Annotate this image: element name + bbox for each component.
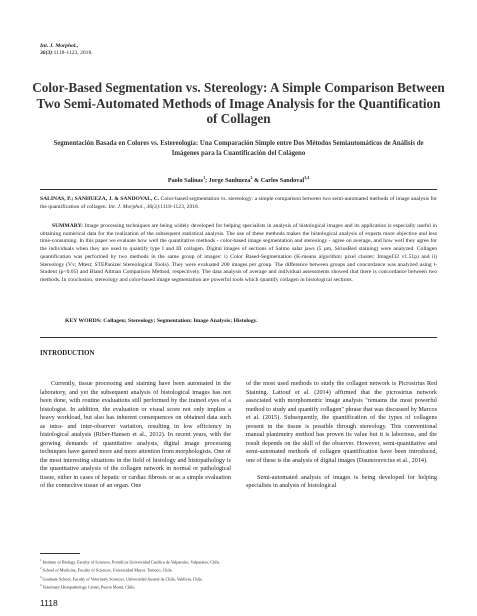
- citation-authors: SALINAS, P.; SANHUEZA, J. & SANDOVAL, C.: [40, 196, 160, 202]
- journal-reference: [40, 43, 93, 57]
- paragraph: Semi-automated analysis of images is being developed for helping specialists in analysis of histological: [246, 473, 437, 489]
- keywords: KEY WORDS: Collagen; Stereology; Segmentation; Image Analysis; Histology.: [65, 318, 258, 324]
- footnote: $^1$ Institute of Biology, Faculty of Sciences, Pontificia Universidad Católica de Valparaíso, Valparaíso, Chile.: [40, 558, 221, 565]
- author-list: [40, 175, 437, 184]
- footnote-divider: [40, 553, 80, 554]
- citation-pages: :1118-1123, 2018.: [158, 203, 200, 210]
- author: Carlos Sandoval$^{3,4}$: [260, 175, 310, 185]
- citation-journal: Int. J. Morphol., 36(3): [108, 203, 159, 210]
- journal-name: Int. J. Morphol.,: [40, 43, 79, 49]
- author: Paolo Salinas$^1$;: [167, 175, 209, 185]
- citation-text: Color-based segmentation vs. stereology: a simple comparison between two semi-automated methods of image analysis for the quantification of collagen.: [40, 196, 437, 210]
- body-column-right: [246, 380, 437, 491]
- author: Jorge Sanhueza$^2$ &: [208, 175, 261, 185]
- footnotes: [40, 557, 437, 591]
- paper-subtitle-spanish: Segmentación Basada en Colores vs. Estereología: Una Comparación Simple entre Dos Métodos Semiautomáticos de Análisis de Imágenes para la Cuantificación del Colágeno: [53, 140, 424, 157]
- paragraph: of the most used methods to study the collagen network is Picrosirius Red Staining. Lattouf et al. (2014) affirmed that the picrosirius network associated with morphometric image analysis "remains the most powerful method to study and quantify collagen" phrase that was discussed by Marcos et al. (2015). Subsequently, the quantification of the types of collagens present in the tissue is possible through stereology. This conventional manual planimetry method has proven its value but it is laborious, and the result depends on the skill of the observer. However, semi-quantitative and semi-automated methods of collagen quantification have been introduced, one of these is the analysis of digital images (Daunoravicius et al., 2014).: [246, 380, 437, 464]
- paragraph: Currently, tissue processing and staining have been automated in the laboratory, and yet the subsequent analysis of histological images has not been done, with routine evaluations still performed by the trained eyes of a histologist. In addition, the evaluation or visual score not only implies a heavy workload, but also has inherent consequences on obtained data such as intra- and inter-observer variation, resulting in low efficiency in histological analysis (Riber-Hansen et al., 2012). In recent years, with the growing demands of quantitative analysis, digital image processing techniques have gained more and more attention from morphologists. One of the most interesting situations in the field of histology and histopathology is the quantitative analysis of the collagen network in normal or pathological tissue, either in cases of hepatic or cardiac fibrosis or as a simple evaluation of the connective tissue of an organ. One: [40, 380, 231, 489]
- citation: [40, 196, 437, 211]
- top-divider: [40, 189, 437, 190]
- section-divider: [40, 337, 437, 338]
- footnote: $^4$ Veterinary Histopathology Center, Puerto Montt, Chile.: [40, 583, 136, 590]
- page-number: 1118: [40, 598, 58, 608]
- intro-heading: INTRODUCTION: [40, 350, 95, 357]
- journal-pages: :1118-1123, 2018.: [52, 50, 93, 56]
- abstract: [40, 223, 437, 285]
- footnote: $^2$ School of Medicine, Faculty of Sciences, Universidad Mayor, Temuco, Chile.: [40, 566, 173, 573]
- paper-title: Color-Based Segmentation vs. Stereology: A Simple Comparison Between Two Semi-Automated Methods of Image Analysis for the Quantification of Collagen: [32, 80, 445, 126]
- footnote: $^3$ Graduate School, Faculty of Veterinary Sciences, Universidad Austral de Chile, Valdivia, Chile.: [40, 574, 203, 582]
- abstract-text: Image processing techniques are being widely developed for helping specialists in analysis of histological images and its application is especially useful in obtaining numerical data for the realization of the subsequent statistical analysis. The use of these methods makes the histological analysis of experts more objective and less time-consuming. In this paper we evaluate how well the quantitative methods - color-based image segmentation and stereology - agree on average, and how well they agree for the individuals when they are used to quantify type I and III collagen. Digital images of sections of Salmo salar jaws (5 µm, SiriusRed staining) were analyzed. Collagen quantification was performed by two methods in the same group of images: i) Color Based-Segmentation (K-means algorithm; pixel cluster; ImageJ32 v1.51p) and ii) Stereology (Vv; Mtest; STEPanizer Stereological Tools). They were evaluated 200 images per group. The difference between groups and concordance was analyzed using t-Student (p<0.05) and Bland Altman Comparison Method, respectively. The data analysis of average and individual assessments showed that there is concordance between two methods. In conclusion, stereology and color-based image segmentation are powerful tools which quantify collagen in histological sections.: [40, 223, 437, 283]
- abstract-label: SUMMARY:: [52, 223, 83, 229]
- body-column-left: [40, 380, 231, 491]
- journal-volume: 36(3): [40, 50, 53, 56]
